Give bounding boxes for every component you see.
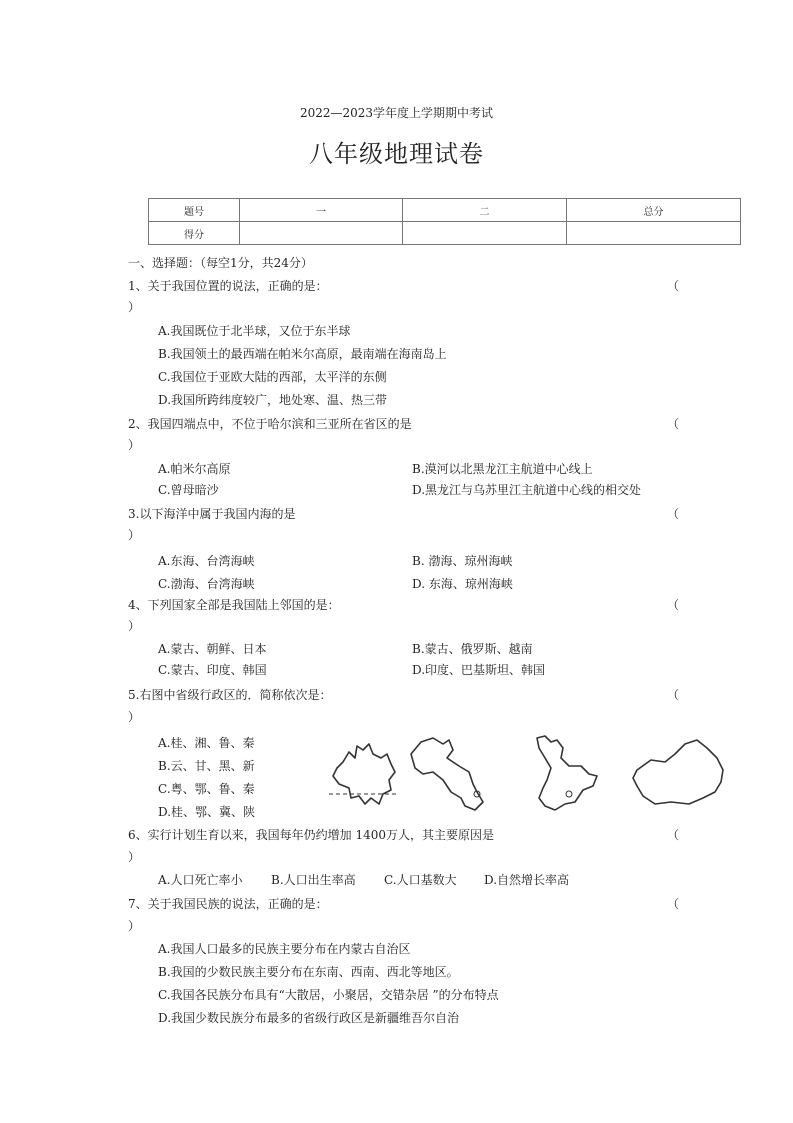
score-cell: 总分: [567, 199, 741, 222]
option-c: C.渤海、台湾海峡: [158, 577, 255, 591]
option-c: C.蒙古、印度、韩国: [158, 663, 267, 677]
answer-paren-open: （: [667, 417, 680, 431]
option-a: A.桂、湘、鲁、秦: [158, 736, 255, 750]
score-cell[interactable]: [403, 222, 567, 245]
yunnan-outline: [333, 744, 395, 804]
option-b: B.人口出生率高: [271, 873, 356, 887]
score-cell: 一: [240, 199, 403, 222]
heilongjiang-outline: [537, 736, 597, 810]
option-c: C.我国各民族分布具有“大散居，小聚居，交错杂居 ”的分布特点: [158, 988, 499, 1002]
score-cell[interactable]: [567, 222, 741, 245]
option-a: A.我国人口最多的民族主要分布在内蒙古自治区: [158, 942, 411, 956]
question-7: 7、关于我国民族的说法，正确的是：: [128, 897, 328, 911]
exam-title: 八年级地理试卷: [309, 140, 484, 168]
answer-paren-close: ）: [128, 850, 141, 864]
score-table: [148, 198, 741, 245]
option-c: C.人口基数大: [384, 873, 457, 887]
answer-paren-open: （: [667, 828, 680, 842]
option-a: A.人口死亡率小: [158, 873, 243, 887]
score-cell: 题号: [149, 199, 240, 222]
answer-paren-close: ）: [128, 528, 141, 542]
xinjiang-outline: [633, 740, 723, 804]
question-5: 5.右图中省级行政区的．简称依次是：: [128, 688, 332, 702]
score-table-score-row: [149, 222, 741, 245]
answer-paren-open: （: [667, 279, 680, 293]
option-d: D.印度、巴基斯坦、韩国: [412, 663, 546, 677]
option-d: D.我国所跨纬度较广，地处寒、温、热三带: [158, 393, 388, 407]
question-3: 3.以下海洋中属于我国内海的是: [128, 507, 296, 521]
option-b: B. 渤海、琼州海峡: [412, 554, 513, 568]
option-b: B.我国的少数民族主要分布在东南、西南、西北等地区。: [158, 965, 459, 979]
question-4: 4、下列国家全部是我国陆上邻国的是：: [128, 598, 340, 612]
answer-paren-close: ）: [128, 619, 141, 633]
question-6: 6、实行计划生育以来，我国每年仍约增加 1400万人，其主要原因是: [128, 828, 494, 842]
answer-paren-close: ）: [128, 919, 141, 933]
answer-paren-open: （: [667, 897, 680, 911]
option-d: D.桂、鄂、冀、陕: [158, 805, 256, 819]
option-a: A.东海、台湾海峡: [158, 554, 255, 568]
option-c: C.粤、鄂、鲁、秦: [158, 782, 255, 796]
question-2: 2、我国四端点中，不位于哈尔滨和三亚所在省区的是: [128, 417, 412, 431]
option-c: C.曾母暗沙: [158, 483, 219, 497]
option-a: A.帕米尔高原: [158, 462, 231, 476]
option-a: A.蒙古、朝鲜、日本: [158, 642, 267, 656]
score-cell[interactable]: [240, 222, 403, 245]
option-c: C.我国位于亚欧大陆的西部，太平洋的东侧: [158, 370, 387, 384]
answer-paren-close: ）: [128, 300, 141, 314]
score-table-header-row: [149, 199, 741, 222]
option-d: D. 东海、琼州海峡: [412, 577, 513, 591]
option-d: D.黑龙江与乌苏里江主航道中心线的相交处: [412, 483, 642, 497]
option-d: D.我国少数民族分布最多的省级行政区是新疆维吾尔自治: [158, 1011, 460, 1025]
score-cell: 得分: [149, 222, 240, 245]
answer-paren-open: （: [667, 598, 680, 612]
province-outline-maps: [325, 732, 730, 816]
option-d: D.自然增长率高: [484, 873, 570, 887]
option-b: B.云、甘、黑、新: [158, 759, 255, 773]
answer-paren-open: （: [667, 507, 680, 521]
answer-paren-close: ）: [128, 710, 141, 724]
score-cell: 二: [403, 199, 567, 222]
answer-paren-close: ）: [128, 438, 141, 452]
gansu-outline: [411, 738, 483, 810]
exam-subtitle: 2022—2023学年度上学期期中考试: [299, 106, 494, 120]
option-b: B.蒙古、俄罗斯、越南: [412, 642, 533, 656]
section-heading: 一、选择题：（每空1分，共24分）: [128, 256, 313, 270]
question-1: 1、关于我国位置的说法，正确的是：: [128, 279, 328, 293]
answer-paren-open: （: [667, 688, 680, 702]
option-b: B.漠河以北黑龙江主航道中心线上: [412, 462, 593, 476]
option-b: B.我国领土的最西端在帕米尔高原，最南端在海南岛上: [158, 347, 447, 361]
option-a: A.我国既位于北半球，又位于东半球: [158, 324, 351, 338]
